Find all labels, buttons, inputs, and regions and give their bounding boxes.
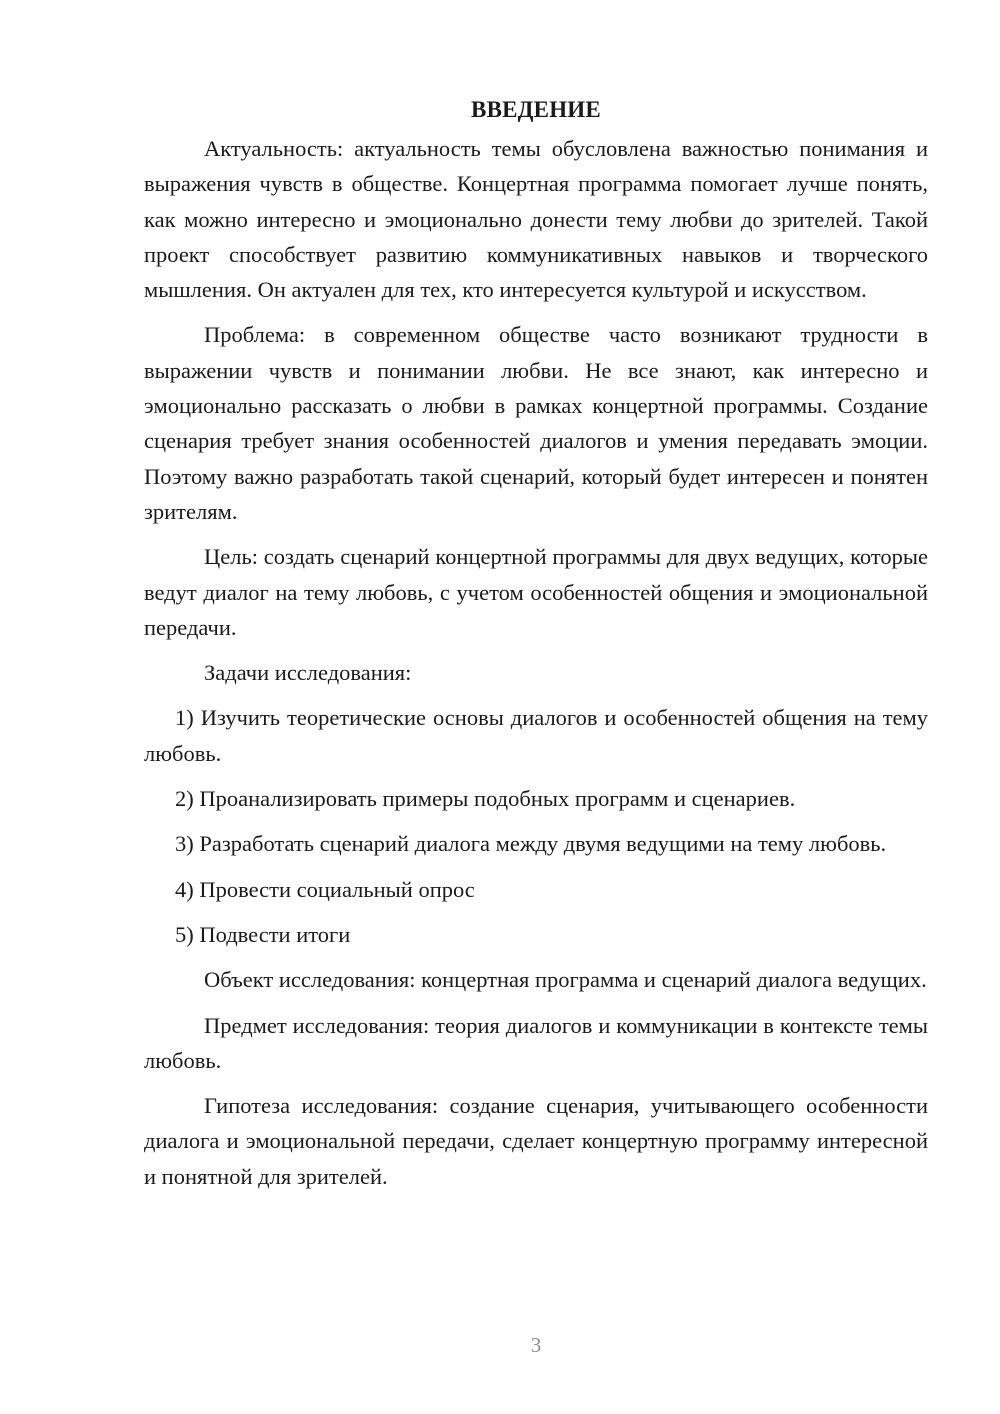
task-item-3: 3) Разработать сценарий диалога между двумя ведущими на тему любовь.: [175, 831, 887, 857]
object-paragraph: Объект исследования: концертная программа и сценарий диалога ведущих.: [204, 967, 927, 993]
document-page: [144, 92, 928, 1204]
page-number: 3: [530, 1333, 542, 1357]
problem-paragraph: Проблема: в современном обществе часто возникают трудности в выражении чувств и понимании любви. Не все знают, как интересно и эмоционально рассказать о любви в рамках концертной программы. Создание сценария требует знания особенностей диалогов и умения передавать эмоции. Поэтому важно разработать такой сценарий, который будет интересен и понятен зрителям.: [144, 322, 928, 524]
page-title: ВВЕДЕНИЕ: [471, 97, 601, 122]
goal-paragraph: Цель: создать сценарий концертной программы для двух ведущих, которые ведут диалог на тему любовь, с учетом особенностей общения и эмоциональной передачи.: [144, 544, 928, 640]
task-item-4: 4) Провести социальный опрос: [175, 876, 475, 902]
relevance-paragraph: Актуальность: актуальность темы обусловлена важностью понимания и выражения чувств в обществе. Концертная программа помогает лучше понять, как можно интересно и эмоционально донести тему любви до зрителей. Такой проект способствует развитию коммуникативных навыков и творческого мышления. Он актуален для тех, кто интересуется культурой и искусством.: [144, 136, 928, 303]
hypothesis-paragraph: Гипотеза исследования: создание сценария, учитывающего особенности диалога и эмоциональной передачи, сделает концертную программу интересной и понятной для зрителей.: [144, 1093, 928, 1189]
tasks-title: Задачи исследования:: [204, 660, 412, 686]
task-item-1: 1) Изучить теоретические основы диалогов и особенностей общения на тему любовь.: [144, 705, 928, 766]
task-item-5: 5) Подвести итоги: [175, 921, 351, 947]
subject-paragraph: Предмет исследования: теория диалогов и коммуникации в контексте темы любовь.: [144, 1012, 928, 1073]
task-item-2: 2) Проанализировать примеры подобных программ и сценариев.: [175, 786, 796, 812]
